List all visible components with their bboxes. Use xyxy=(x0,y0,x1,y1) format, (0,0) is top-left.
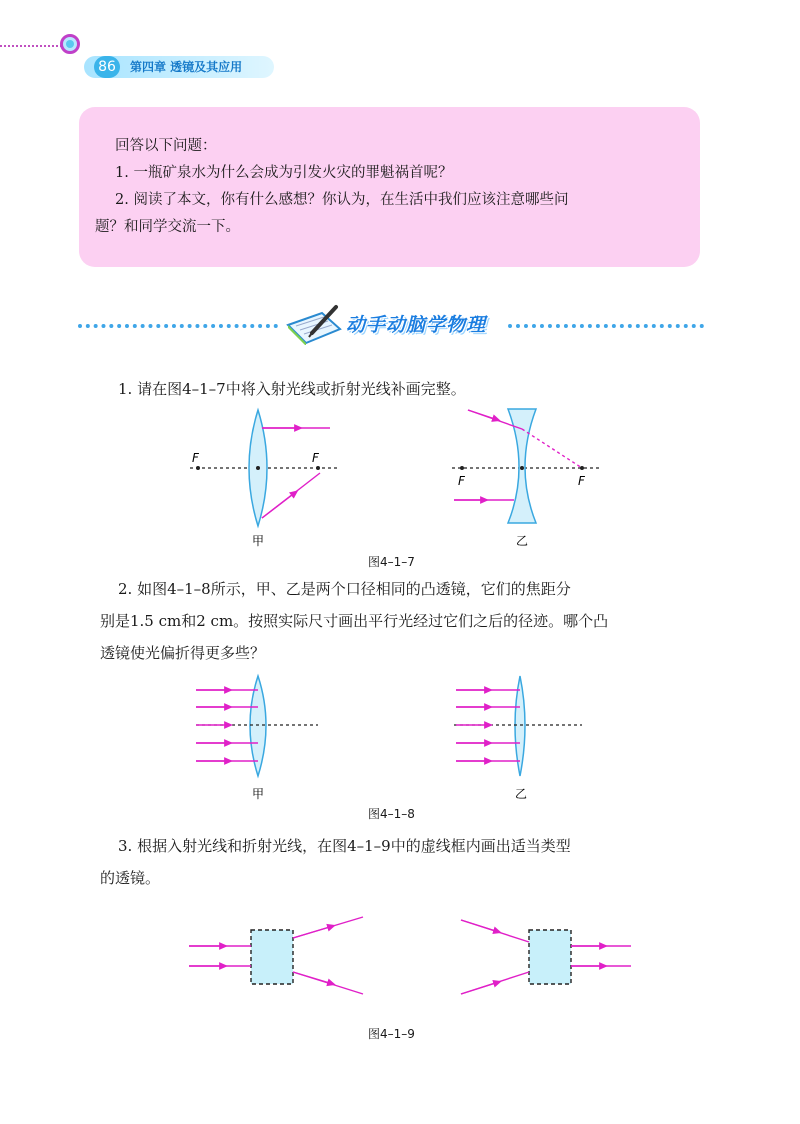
problem-3-line2: 的透镜。 xyxy=(100,869,161,887)
convex-lens-1-5cm-jia xyxy=(196,676,318,801)
question-1: 1. 一瓶矿泉水为什么会成为引发火灾的罪魁祸首呢？ xyxy=(115,165,453,181)
problem-1 xyxy=(100,373,710,405)
figure-4-1-9 xyxy=(185,912,635,1002)
focal-label-right-2: F xyxy=(578,474,585,488)
figure-4-1-9-caption: 图4–1–9 xyxy=(368,1027,415,1041)
figure-4-1-7-caption: 图4–1–7 xyxy=(368,555,415,569)
header-ring-icon xyxy=(60,34,80,54)
figure-4-1-8 xyxy=(190,672,600,807)
lens-box-right xyxy=(461,920,631,994)
convex-lens-2cm-yi xyxy=(454,676,582,801)
figure-4-1-8-caption: 图4–1–8 xyxy=(368,807,415,821)
fig8-label-yi: 乙 xyxy=(515,787,528,801)
concave-lens-yi xyxy=(452,409,600,548)
banner-dots-left xyxy=(78,324,278,328)
chapter-title: 第四章 透镜及其应用 xyxy=(130,60,243,74)
focal-label-left: F xyxy=(192,451,199,465)
question-2-line2: 题？和同学交流一下。 xyxy=(95,219,240,235)
convex-lens-jia xyxy=(190,410,338,548)
problem-1-text: 1. 请在图4–1–7中将入射光线或折射光线补画完整。 xyxy=(118,380,466,398)
problem-2-line2: 别是1.5 cm和2 cm。按照实际尺寸画出平行光经过它们之后的径迹。哪个凸 xyxy=(100,612,609,630)
fig7-label-jia: 甲 xyxy=(252,534,265,548)
focal-label-left-2: F xyxy=(458,474,465,488)
fig8-label-jia: 甲 xyxy=(252,787,265,801)
problem-2-line3: 透镜使光偏折得更多些？ xyxy=(100,644,266,662)
problem-3-line1: 3. 根据入射光线和折射光线，在图4–1–9中的虚线框内画出适当类型 xyxy=(118,837,571,855)
question-box xyxy=(79,107,700,267)
page-number: 86 xyxy=(94,56,120,78)
section-title: 动手动脑学物理 xyxy=(346,314,487,336)
focal-label-right: F xyxy=(312,451,319,465)
question-intro: 回答以下问题： xyxy=(115,138,217,154)
figure-4-1-7 xyxy=(180,405,620,570)
fig7-label-yi: 乙 xyxy=(516,534,529,548)
problem-2 xyxy=(100,573,710,669)
banner-dots-right xyxy=(508,324,704,328)
problem-3 xyxy=(100,830,710,894)
problem-2-line1: 2. 如图4–1–8所示，甲、乙是两个口径相同的凸透镜，它们的焦距分 xyxy=(118,580,571,598)
notebook-pen-icon xyxy=(284,303,344,345)
question-2-line1: 2. 阅读了本文，你有什么感想？你认为，在生活中我们应该注意哪些问 xyxy=(115,192,569,208)
header-dotted-line xyxy=(0,45,62,47)
lens-box-left xyxy=(189,917,363,994)
